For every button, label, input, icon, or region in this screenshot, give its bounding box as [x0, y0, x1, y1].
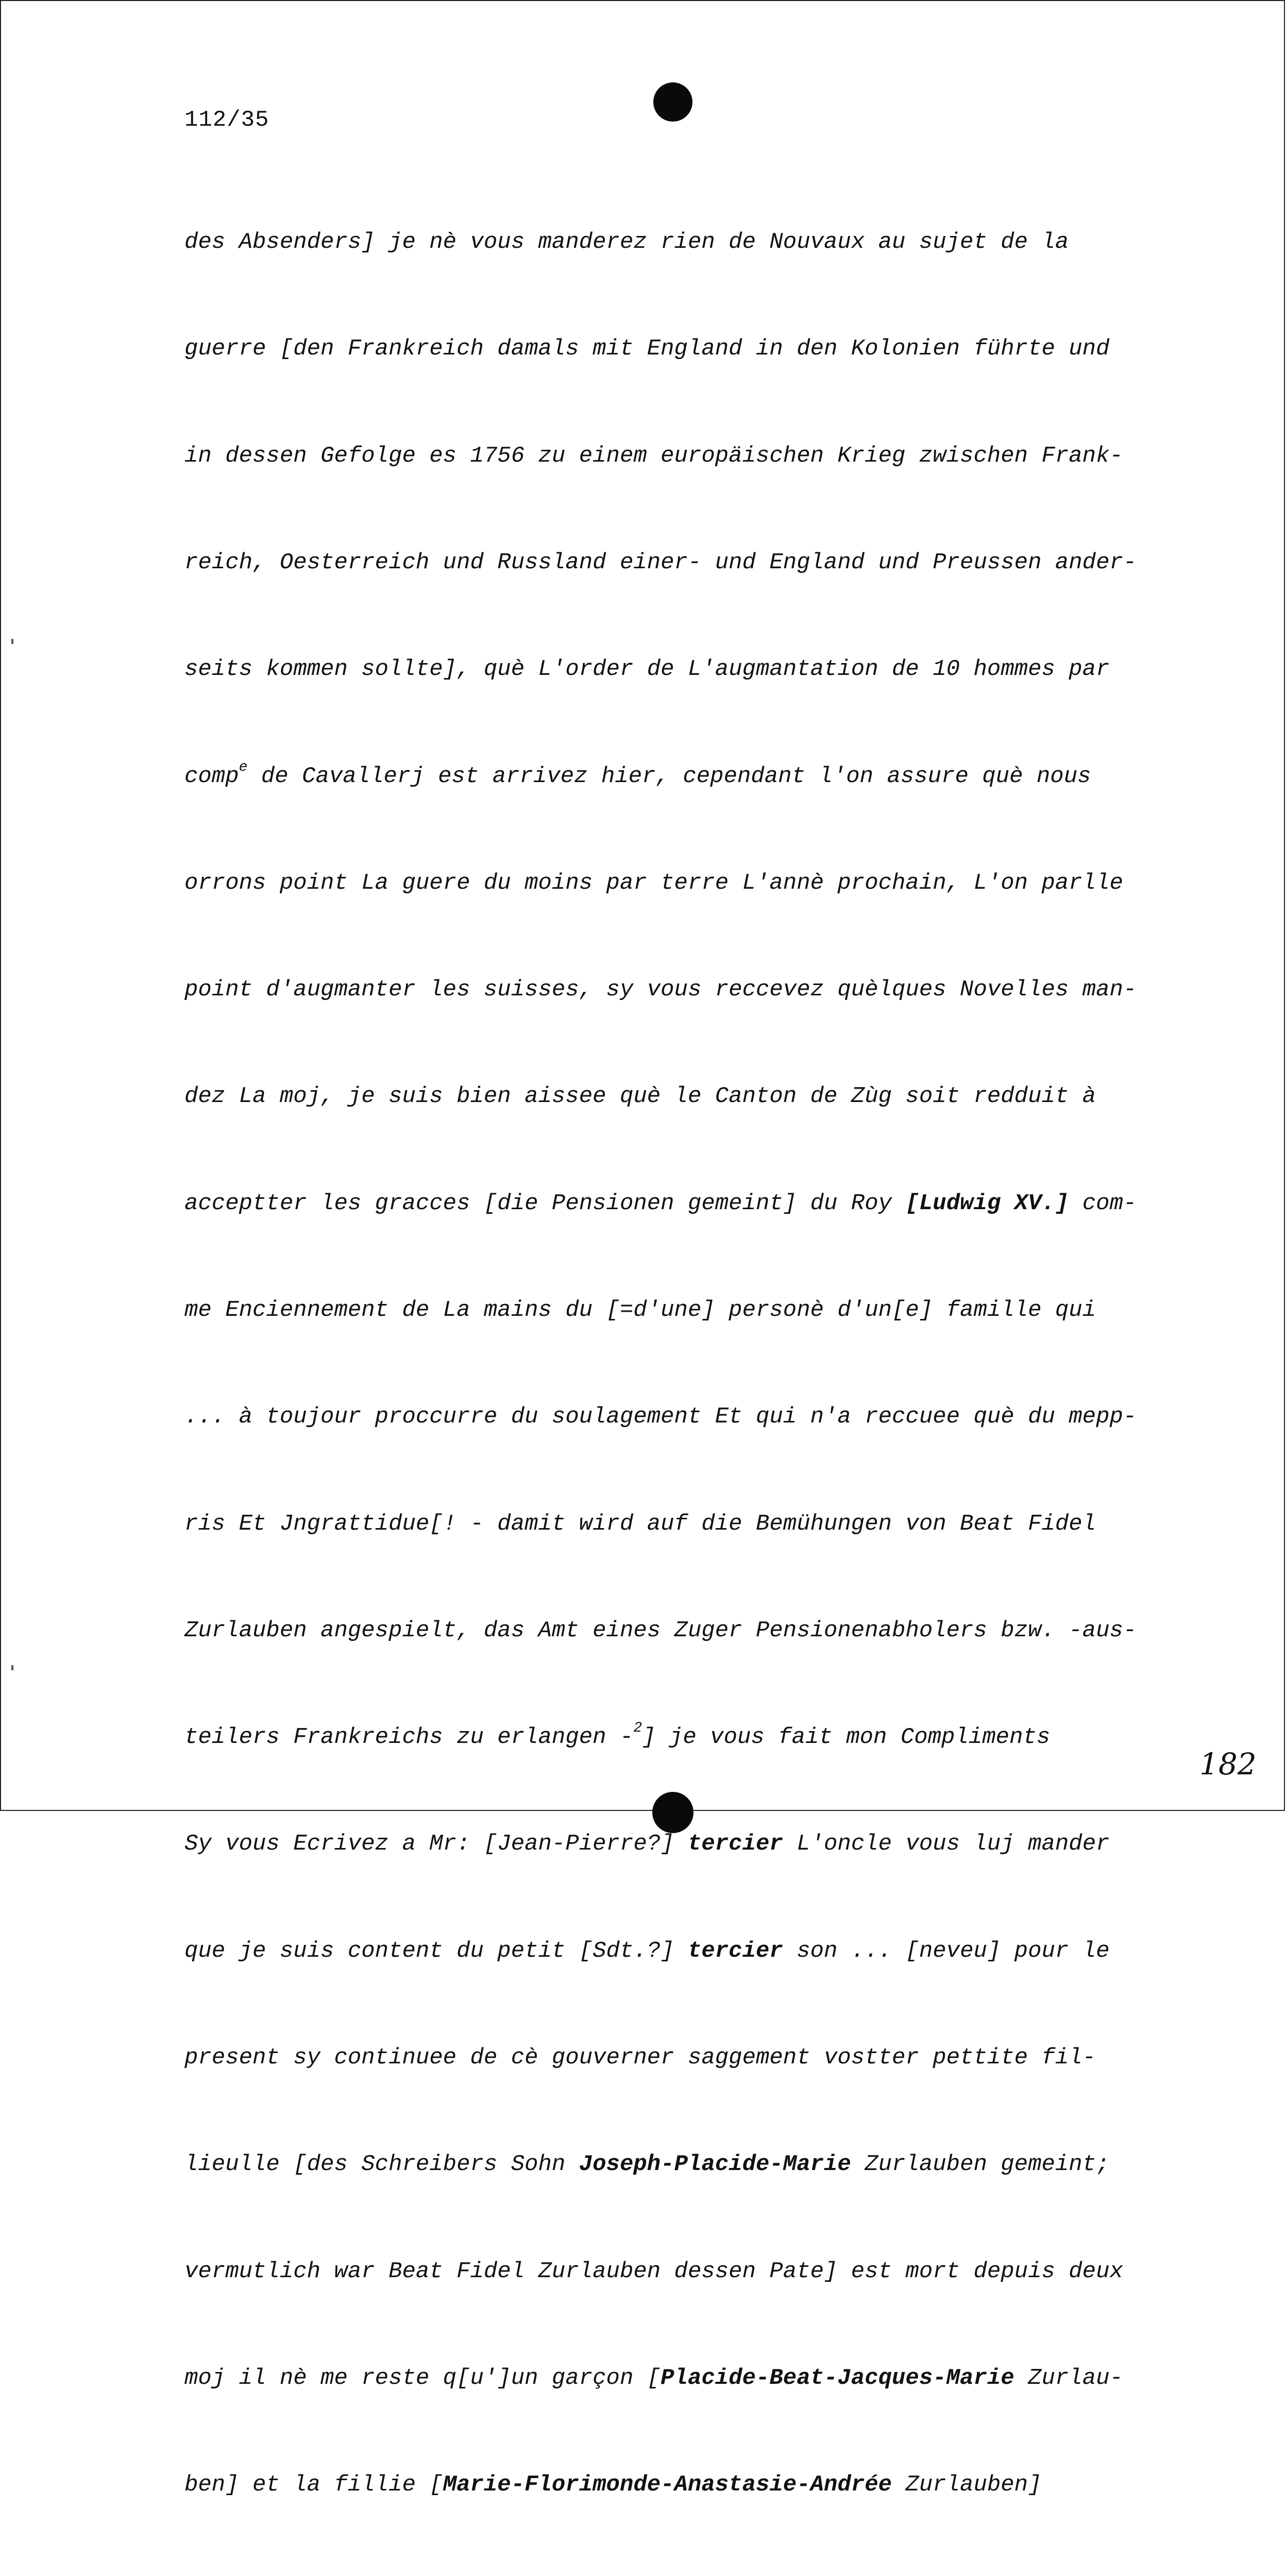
text-line: reich, Oesterreich und Russland einer- und England und Preussen ander- — [184, 550, 1137, 576]
text-line — [184, 2361, 1194, 2396]
footnote-marker: 2 — [633, 1720, 642, 1737]
punch-hole-top — [653, 82, 692, 122]
bold-name: Placide-Beat-Jacques-Marie — [661, 2365, 1014, 2391]
text-run: Sy vous Ecrivez a Mr: [Jean-Pierre?] — [184, 1831, 688, 1857]
text-line: seits kommen sollte], què L'order de L'augmantation de 10 hommes par — [184, 656, 1110, 683]
text-run: ] je vous fait mon Compliments — [642, 1724, 1051, 1751]
text-run: ben] et la fillie [ — [184, 2472, 443, 2498]
bold-name: [Ludwig XV.] — [905, 1190, 1069, 1216]
text-run: Zurlau- — [1014, 2365, 1123, 2391]
text-run: moj il nè me reste q[u']un garçon [ — [184, 2365, 661, 2391]
text-run: acceptter les gracces [die Pensionen gemeint] du Roy — [184, 1190, 906, 1216]
text-line: ris Et Jngrattidue[! - damit wird auf die Bemühungen von Beat Fidel — [184, 1511, 1096, 1537]
text-line — [184, 2147, 1194, 2182]
transcription-body — [184, 154, 1194, 2576]
text-run: Zurlauben gemeint; — [851, 2151, 1110, 2178]
text-run: que je suis content du petit [Sdt.?] — [184, 1938, 688, 1964]
edge-mark — [11, 1665, 13, 1670]
text-line: orrons point La guere du moins par terre L'annè prochain, L'on parlle — [184, 870, 1123, 896]
text-line: ... à toujour proccurre du soulagement Et qui n'a reccuee què du mepp- — [184, 1404, 1137, 1430]
bold-name: tercier — [687, 1831, 783, 1857]
text-line: des Absenders] je nè vous manderez rien de Nouvaux au sujet de la — [184, 229, 1069, 256]
text-run: com- — [1069, 1190, 1137, 1216]
text-line — [184, 1186, 1194, 1222]
handwritten-folio-number: 182 — [1199, 1747, 1257, 1782]
text-line — [184, 1934, 1194, 1969]
text-line: Zurlauben angespielt, das Amt eines Zuger Pensionenabholers bzw. -aus- — [184, 1617, 1137, 1643]
text-line — [184, 1826, 1194, 1862]
text-run: son ... [neveu] pour le — [783, 1938, 1110, 1964]
text-line: dez La moj, je suis bien aissee què le Canton de Zùg soit redduit à — [184, 1083, 1096, 1110]
text-line: point d'augmanter les suisses, sy vous reccevez quèlques Novelles man- — [184, 977, 1137, 1003]
text-line: vermutlich war Beat Fidel Zurlauben dessen Pate] est mort depuis deux — [184, 2258, 1123, 2284]
text-line: present sy continuee de cè gouverner saggement vostter pettite fil- — [184, 2044, 1096, 2071]
text-line: me Enciennement de La mains du [=d'une] personè d'un[e] famille qui — [184, 1297, 1096, 1323]
text-line: in dessen Gefolge es 1756 zu einem europäischen Krieg zwischen Frank- — [184, 443, 1123, 469]
text-run: de Cavallerj est arrivez hier, cependant l'on assure què nous — [247, 763, 1091, 789]
text-line — [184, 2574, 1194, 2576]
page-number: 112/35 — [184, 107, 269, 133]
superscript: e — [239, 759, 248, 775]
text-line — [184, 1720, 1194, 1755]
text-run: lieulle [des Schreibers Sohn — [184, 2151, 579, 2178]
text-run: teilers Frankreichs zu erlangen - — [184, 1724, 634, 1751]
edge-mark — [11, 639, 13, 644]
text-line: guerre [den Frankreich damals mit England in den Kolonien führte und — [184, 336, 1110, 362]
bold-name: tercier — [687, 1938, 783, 1964]
bold-name: Marie-Florimonde-Anastasie-Andrée — [443, 2472, 892, 2498]
text-line — [184, 2467, 1194, 2503]
bold-name: Joseph-Placide-Marie — [579, 2151, 851, 2178]
text-run: L'oncle vous luj mander — [783, 1831, 1110, 1857]
text-run: Zurlauben] — [892, 2472, 1042, 2498]
text-line — [184, 759, 1194, 794]
text-run: comp — [184, 763, 239, 789]
